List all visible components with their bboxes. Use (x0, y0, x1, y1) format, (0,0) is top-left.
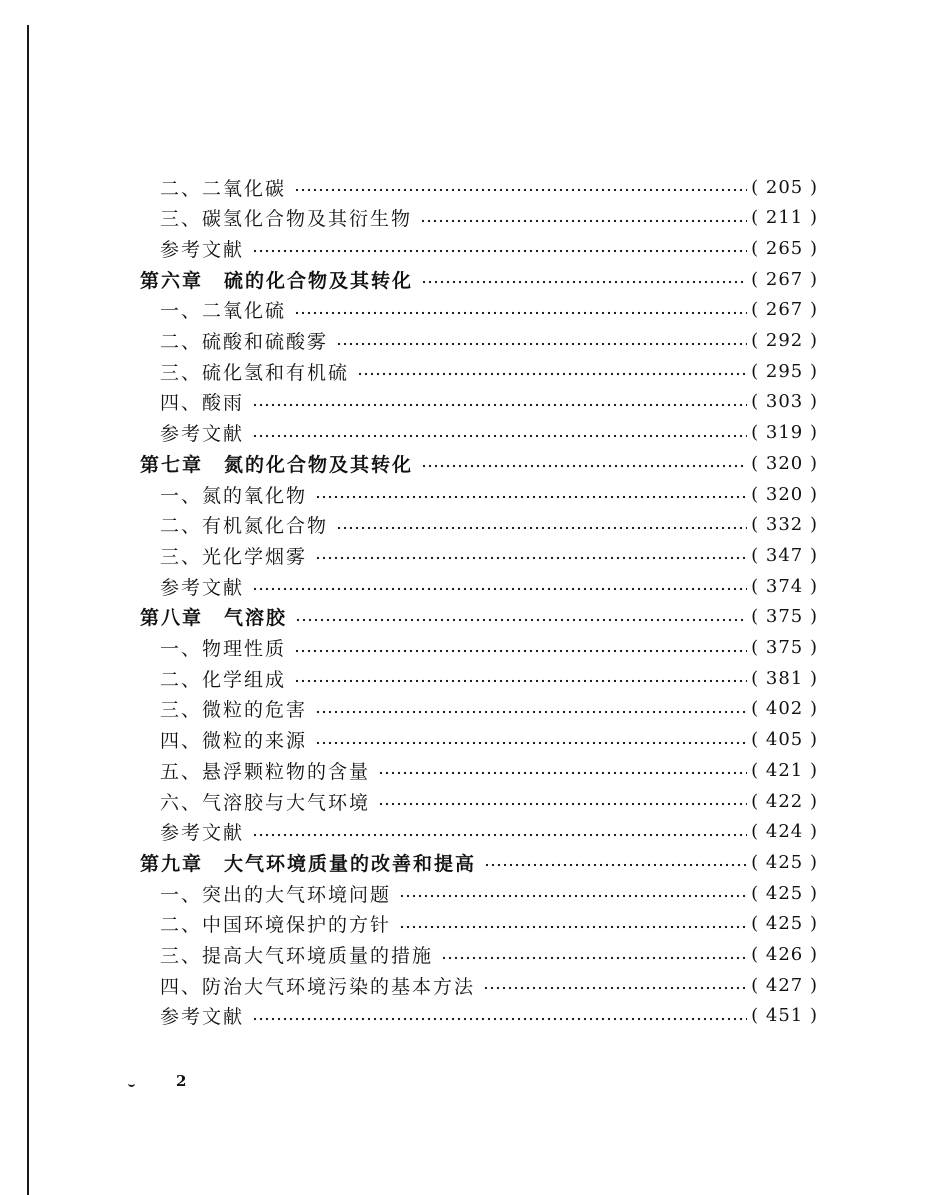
toc-entry-page: ( 347 ) (751, 544, 818, 566)
toc-entry-page: ( 205 ) (751, 176, 818, 198)
toc-entry-page: ( 402 ) (751, 698, 818, 720)
dot-leader (483, 986, 747, 990)
toc-entry-title: 一、物理性质 (160, 638, 287, 660)
toc-entry-title: 四、防治大气环境污染的基本方法 (160, 975, 476, 998)
dot-leader (378, 802, 747, 806)
dot-leader (399, 925, 747, 929)
toc-entry-page: ( 303 ) (751, 391, 818, 413)
toc-section-entry (160, 694, 818, 724)
dot-leader (420, 219, 747, 223)
toc-chapter-entry (140, 602, 818, 632)
dot-leader (421, 280, 747, 284)
toc-entry-title: 参考文献 (160, 576, 245, 599)
dot-leader (252, 434, 747, 438)
dot-leader (315, 710, 747, 714)
toc-section-entry (160, 418, 818, 448)
toc-entry-page: ( 319 ) (751, 422, 818, 444)
dot-leader (252, 1017, 747, 1021)
toc-entry-page: ( 405 ) (751, 729, 818, 751)
toc-section-entry (160, 510, 818, 540)
toc-entry-title: 第七章 氮的化合物及其转化 (140, 453, 414, 476)
dot-leader (252, 833, 747, 837)
toc-entry-page: ( 320 ) (751, 452, 818, 474)
toc-entry-title: 五、悬浮颗粒物的含量 (160, 760, 371, 783)
toc-entry-title: 一、二氧化硫 (160, 300, 287, 323)
toc-section-entry (160, 326, 818, 356)
toc-entry-title: 四、微粒的来源 (160, 730, 308, 753)
toc-section-entry (160, 633, 818, 663)
toc-entry-title: 参考文献 (160, 423, 245, 446)
toc-chapter-entry (140, 847, 818, 877)
toc-section-entry (160, 203, 818, 233)
dot-leader (295, 618, 747, 622)
toc-section-entry (160, 786, 818, 816)
toc-section-entry (160, 356, 818, 386)
toc-section-entry (160, 909, 818, 939)
toc-section-entry (160, 172, 818, 202)
dot-leader (399, 894, 747, 898)
toc-chapter-entry (140, 264, 818, 294)
toc-entry-title: 一、氮的氧化物 (160, 484, 308, 507)
toc-section-entry (160, 663, 818, 693)
dot-leader (294, 679, 747, 683)
toc-entry-title: 二、硫酸和硫酸雾 (160, 331, 329, 353)
toc-entry-title: 第六章 硫的化合物及其转化 (140, 269, 414, 292)
toc-section-entry (160, 295, 818, 325)
toc-entry-page: ( 425 ) (751, 882, 818, 904)
toc-entry-title: 二、二氧化碳 (160, 177, 287, 200)
toc-entry-title: 三、提高大气环境质量的措施 (160, 945, 434, 967)
toc-entry-page: ( 425 ) (751, 913, 818, 935)
dot-leader (315, 741, 747, 745)
toc-section-entry (160, 940, 818, 970)
toc-entry-page: ( 211 ) (751, 207, 818, 229)
dot-leader (357, 372, 747, 376)
toc-entry-page: ( 320 ) (751, 483, 818, 505)
toc-section-entry (160, 233, 818, 263)
toc-entry-title: 四、酸雨 (160, 392, 245, 415)
toc-entry-page: ( 451 ) (751, 1005, 818, 1027)
dot-leader (484, 863, 747, 867)
toc-entry-title: 一、突出的大气环境问题 (160, 883, 392, 906)
toc-entry-page: ( 375 ) (751, 637, 818, 658)
dot-leader (252, 587, 747, 591)
toc-entry-title: 二、中国环境保护的方针 (160, 914, 392, 937)
toc-chapter-entry (140, 448, 818, 478)
toc-entry-page: ( 375 ) (751, 606, 818, 628)
toc-entry-page: ( 265 ) (751, 237, 818, 259)
toc-entry-title: 三、硫化氢和有机硫 (160, 361, 350, 384)
dot-leader (421, 464, 747, 468)
dot-leader (294, 649, 747, 653)
toc-entry-page: ( 374 ) (751, 575, 818, 597)
toc-entry-page: ( 295 ) (751, 360, 818, 382)
toc-section-entry (160, 1001, 818, 1031)
toc-entry-page: ( 424 ) (751, 821, 818, 843)
toc-section-entry (160, 387, 818, 417)
toc-section-entry (160, 571, 818, 601)
toc-section-entry (160, 878, 818, 908)
toc-entry-title: 参考文献 (160, 238, 245, 261)
toc-entry-page: ( 425 ) (751, 851, 818, 873)
toc-entry-page: ( 267 ) (751, 299, 818, 321)
page-number: 2 (176, 1072, 187, 1090)
toc-section-entry (160, 755, 818, 785)
toc-entry-page: ( 421 ) (751, 759, 818, 781)
toc-entry-title: 三、光化学烟雾 (160, 545, 308, 568)
dot-leader (441, 956, 747, 960)
dot-leader (252, 403, 747, 407)
dot-leader (315, 495, 747, 499)
toc-entry-page: ( 427 ) (751, 974, 818, 996)
toc-entry-title: 第八章 气溶胶 (140, 607, 288, 630)
toc-entry-title: 三、微粒的危害 (160, 699, 308, 722)
toc-entry-title: 二、有机氮化合物 (160, 515, 329, 538)
dot-leader (294, 311, 747, 315)
toc-section-entry (160, 725, 818, 755)
dot-leader (294, 188, 747, 192)
toc-entry-page: ( 426 ) (751, 944, 818, 965)
toc-entry-title: 三、碳氢化合物及其衍生物 (160, 208, 413, 231)
toc-section-entry (160, 817, 818, 847)
toc-entry-page: ( 267 ) (751, 268, 818, 290)
dot-leader (378, 771, 747, 775)
toc-entry-page: ( 332 ) (751, 514, 818, 536)
toc-entry-page: ( 292 ) (751, 330, 818, 351)
toc-entry-title: 参考文献 (160, 1006, 245, 1029)
toc-section-entry (160, 970, 818, 1000)
toc-entry-title: 参考文献 (160, 822, 245, 845)
dot-leader (336, 342, 747, 346)
toc-entry-title: 六、气溶胶与大气环境 (160, 791, 371, 814)
toc-entry-page: ( 422 ) (751, 790, 818, 812)
toc-entry-page: ( 381 ) (751, 667, 818, 689)
toc-section-entry (160, 540, 818, 570)
dot-leader (336, 526, 747, 530)
dot-leader (315, 556, 747, 560)
dot-leader (252, 249, 747, 253)
toc-entry-title: 第九章 大气环境质量的改善和提高 (140, 852, 477, 875)
toc-entry-title: 二、化学组成 (160, 668, 287, 691)
toc-section-entry (160, 479, 818, 509)
